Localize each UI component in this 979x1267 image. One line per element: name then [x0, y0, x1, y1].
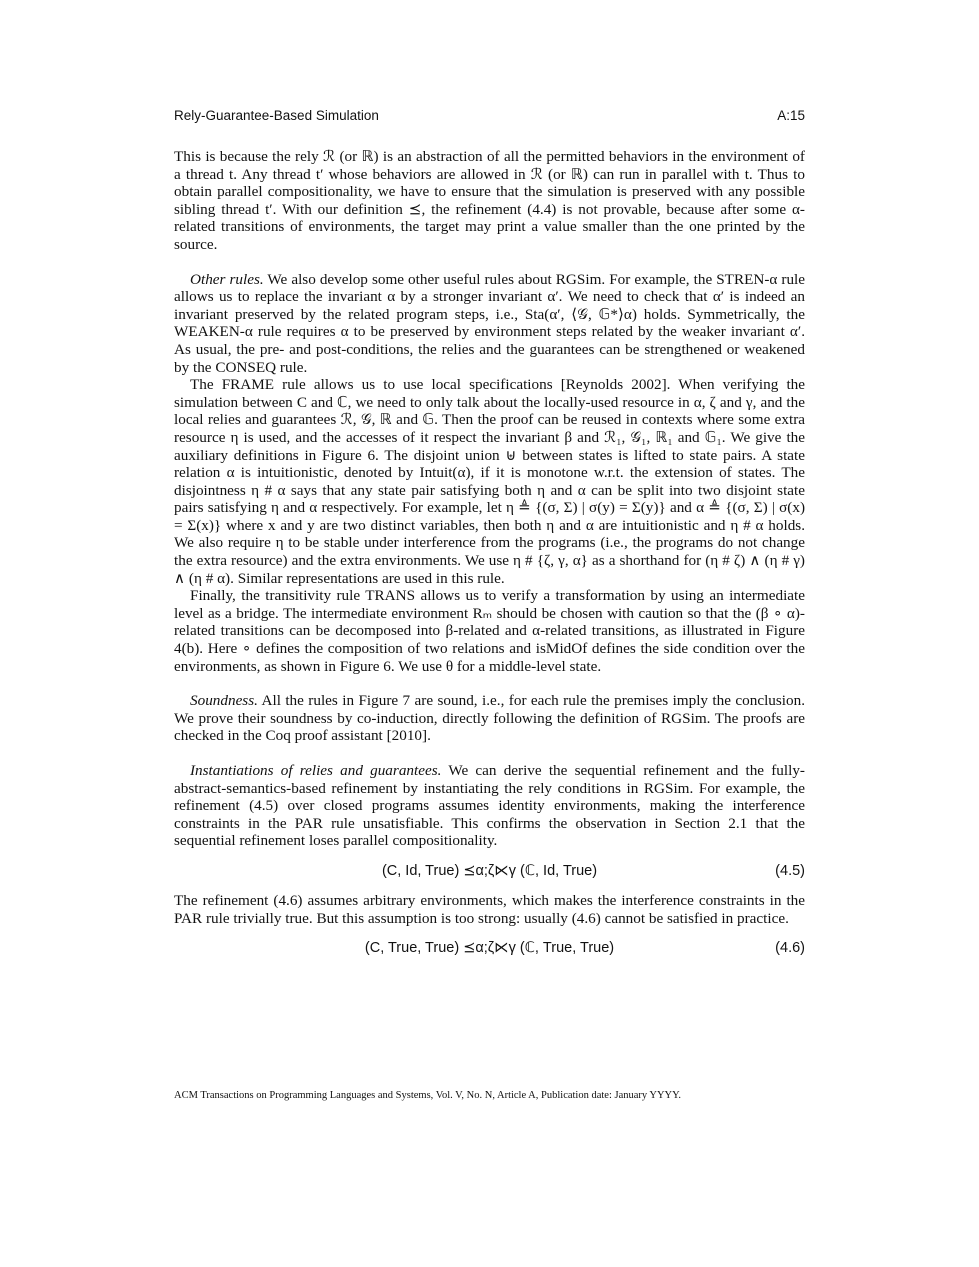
body-text	[174, 148, 805, 969]
journal-footer: ACM Transactions on Programming Languages and Systems, Vol. V, No. N, Article A, Publication date: January YYYY.	[174, 1090, 681, 1101]
paragraph-other-rules-text: We also develop some other useful rules about RGSim. For example, the STREN-α rule allows us to replace the invariant α by a stronger invariant α′. We need to check that α′ is indeed an invariant preserved by the related program steps, i.e., Sta(α′, ⟨𝒢, 𝔾*⟩α) holds. Symmetrically, the WEAKEN-α rule requires α to be preserved by environment steps related by the weaker invariant α′. As usual, the pre- and post-conditions, the relies and the guarantees can be strengthened or weakened by the CONSEQ rule.	[174, 270, 805, 376]
runin-heading-instantiations: Instantiations of relies and guarantees.	[190, 762, 442, 779]
equation-4-5-body: (C, Id, True) ⪯α;ζ⋉γ (ℂ, Id, True)	[381, 862, 598, 879]
equation-4-6-body: (C, True, True) ⪯α;ζ⋉γ (ℂ, True, True)	[364, 940, 615, 957]
paragraph-trans-rule: Finally, the transitivity rule TRANS allows us to verify a transformation by using an intermediate level as a bridge. The intermediate environment Rₘ should be chosen with caution so that the (β ∘ α)-related transitions can be decomposed into β-related and α-related transitions, as illustrated in Figure 4(b). Here ∘ defines the composition of two relations and isMidOf defines the side condition over the environments, as shown in Figure 6. We use θ for a middle-level state.	[174, 587, 805, 675]
paragraph-soundness	[174, 692, 805, 745]
runin-heading-other-rules: Other rules.	[190, 270, 264, 288]
equation-4-5	[174, 861, 805, 883]
paragraph-other-rules	[174, 271, 805, 377]
equation-4-6	[174, 938, 805, 960]
paragraph-soundness-text: All the rules in Figure 7 are sound, i.e., for each rule the premises imply the conclusion. We prove their soundness by co-induction, directly following the definition of RGSim. The proofs are checked in the Coq proof assistant [2010].	[174, 692, 805, 745]
equation-4-5-number: (4.5)	[775, 862, 805, 879]
page-number: A:15	[777, 108, 805, 123]
paragraph-arbitrary-environments: The refinement (4.6) assumes arbitrary environments, which makes the interference constraints in the PAR rule trivially true. But this assumption is too strong: usually (4.6) cannot be satisfied in practice.	[174, 891, 805, 927]
runin-heading-soundness: Soundness.	[190, 692, 258, 710]
equation-4-6-number: (4.6)	[775, 940, 805, 957]
paragraph-rely-abstraction: This is because the rely ℛ (or ℝ) is an abstraction of all the permitted behaviors in the environment of a thread t. Any thread t′ whose behaviors are allowed in ℛ (or ℝ) can run in parallel with t. Thus to obtain parallel compositionality, we have to ensure that the simulation is preserved with any possible sibling thread t′. With our definition ⪯, the refinement (4.4) is not provable, because after some α-related transitions of environments, the target may print a value smaller than the one printed by the source.	[174, 148, 805, 253]
paragraph-frame-rule: The FRAME rule allows us to use local specifications [Reynolds 2002]. When verifying the simulation between C and ℂ, we need to only talk about the locally-used resource in α, ζ and γ, and the local relies and guarantees ℛ, 𝒢, ℝ and 𝔾. Then the proof can be reused in contexts where some extra resource η is used, and the accesses of it respect the invariant β and ℛ₁, 𝒢₁, ℝ₁ and 𝔾₁. We give the auxiliary definitions in Figure 6. The disjoint union ⊎ between states is lifted to state pairs. A state relation α is intuitionistic, denoted by Intuit(α), if it is monotone w.r.t. the extension of states. The disjointness η # α says that any state pair satisfying both η and α can be split into two disjoint state pairs satisfying η and α respectively. For example, let η ≜ {(σ, Σ) | σ(y) = Σ(y)} and α ≜ {(σ, Σ) | σ(x) = Σ(x)} where x and y are two distinct variables, then both η and α are intuitionistic and η # α holds. We also require η to be stable under interference from the programs (i.e., the programs do not change the extra resource) and the extra environments. We use η # {ζ, γ, α} as a shorthand for (η # ζ) ∧ (η # γ) ∧ (η # α). Similar representations are used in this rule.	[174, 376, 805, 587]
running-title: Rely-Guarantee-Based Simulation	[174, 108, 379, 123]
paragraph-instantiations-text: We can derive the sequential refinement and the fully-abstract-semantics-based refinement by instantiating the rely conditions in RGSim. For example, the refinement (4.5) over closed programs assumes identity environments, making the interference constraints in the PAR rule unsatisfiable. This confirms the observation in Section 2.1 that the sequential refinement loses parallel compositionality.	[174, 762, 805, 850]
paragraph-instantiations	[174, 762, 805, 850]
